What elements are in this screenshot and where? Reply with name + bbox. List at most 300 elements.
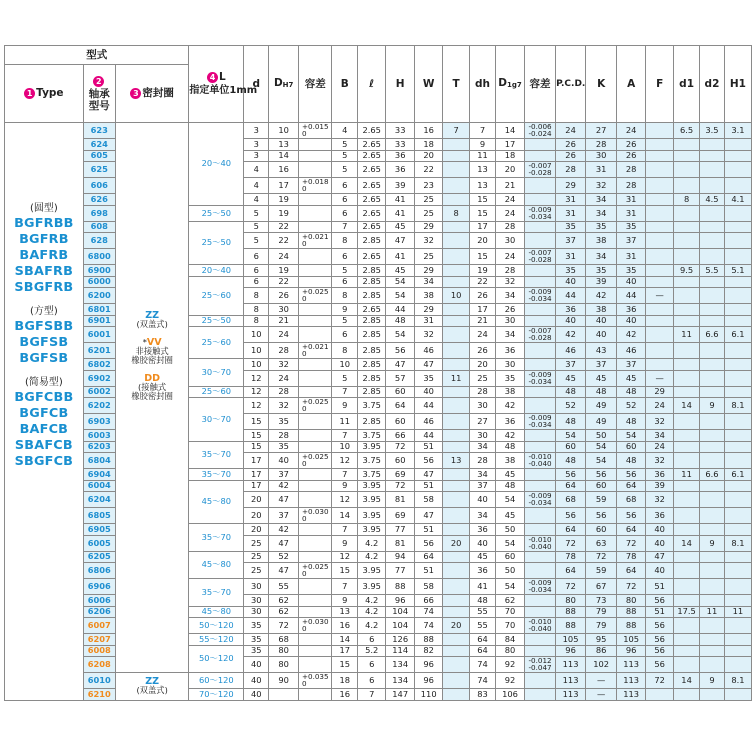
- D-value: 32: [269, 359, 299, 371]
- H-value: 47: [386, 359, 415, 371]
- l-range: 35～70: [189, 579, 244, 607]
- bearing-code: 6007: [83, 618, 115, 634]
- bearing-code: 6006: [83, 595, 115, 607]
- pcd-value: 44: [556, 288, 586, 304]
- D-tolerance: [299, 606, 332, 618]
- bearing-code: 624: [83, 139, 115, 151]
- D-value: 22: [269, 276, 299, 288]
- K-value: 59: [586, 492, 617, 508]
- A-value: 37: [617, 359, 646, 371]
- pcd-value: 37: [556, 359, 586, 371]
- d1-value: 11: [674, 469, 700, 481]
- W-value: 44: [415, 398, 443, 414]
- F-value: 47: [646, 551, 674, 563]
- H1-value: [724, 524, 751, 536]
- l-range: 25～50: [189, 315, 244, 327]
- d-value: 4: [244, 178, 269, 194]
- bearing-code: 6801: [83, 304, 115, 316]
- W-value: 51: [415, 441, 443, 453]
- D1-tolerance: -0.007 -0.028: [524, 327, 555, 343]
- H-value: 104: [386, 606, 415, 618]
- d1-value: [674, 205, 700, 221]
- l-range: 35～70: [189, 469, 244, 481]
- d-value: 25: [244, 535, 269, 551]
- H1-value: 4.1: [724, 194, 751, 206]
- D1-value: 70: [495, 606, 524, 618]
- H-value: 56: [386, 343, 415, 359]
- bearing-code: 6004: [83, 480, 115, 492]
- d-value: 17: [244, 480, 269, 492]
- ell-value: 2.85: [358, 343, 386, 359]
- D-tolerance: [299, 657, 332, 673]
- B-value: 14: [332, 634, 358, 646]
- bearing-code: 698: [83, 205, 115, 221]
- dh-value: 15: [470, 205, 496, 221]
- H-value: 72: [386, 441, 415, 453]
- T-value: 8: [443, 205, 470, 221]
- D1-value: 62: [495, 595, 524, 607]
- header-d1g7: D1g7: [495, 46, 524, 123]
- d2-value: [700, 689, 725, 701]
- W-value: 74: [415, 618, 443, 634]
- type-name: BAFCB: [19, 422, 69, 437]
- A-value: 54: [617, 430, 646, 442]
- K-value: 39: [586, 276, 617, 288]
- d-value: 17: [244, 453, 269, 469]
- dh-value: 28: [470, 386, 496, 398]
- W-value: 35: [415, 370, 443, 386]
- W-value: 22: [415, 162, 443, 178]
- K-value: 59: [586, 563, 617, 579]
- F-value: —: [646, 288, 674, 304]
- dh-value: 26: [470, 343, 496, 359]
- D-tolerance: [299, 139, 332, 151]
- T-value: [443, 276, 470, 288]
- K-value: 67: [586, 579, 617, 595]
- dh-value: 37: [470, 480, 496, 492]
- table-row: [5, 123, 752, 139]
- D-value: 68: [269, 634, 299, 646]
- H1-value: [724, 689, 751, 701]
- dh-value: 25: [470, 370, 496, 386]
- D-value: 19: [269, 265, 299, 277]
- d2-value: [700, 480, 725, 492]
- D1-value: 34: [495, 288, 524, 304]
- F-value: 56: [646, 595, 674, 607]
- D1-tolerance: [524, 194, 555, 206]
- F-value: 24: [646, 398, 674, 414]
- A-value: 45: [617, 370, 646, 386]
- H-value: 45: [386, 221, 415, 233]
- A-value: 96: [617, 645, 646, 657]
- A-value: 80: [617, 595, 646, 607]
- B-value: 8: [332, 233, 358, 249]
- type-name: BGFRBB: [14, 216, 74, 231]
- D-tolerance: [299, 551, 332, 563]
- D-tolerance: [299, 386, 332, 398]
- T-value: [443, 480, 470, 492]
- bearing-code: 6205: [83, 551, 115, 563]
- D-value: 47: [269, 535, 299, 551]
- B-value: 5: [332, 265, 358, 277]
- circle-4-icon: 4: [207, 72, 218, 83]
- ell-value: 3.95: [358, 579, 386, 595]
- D1-tolerance: [524, 634, 555, 646]
- T-value: 10: [443, 288, 470, 304]
- A-value: 60: [617, 441, 646, 453]
- B-value: 7: [332, 430, 358, 442]
- d2-value: [700, 249, 725, 265]
- F-value: 32: [646, 414, 674, 430]
- d-value: 10: [244, 327, 269, 343]
- pcd-value: 113: [556, 673, 586, 689]
- bearing-code: 6208: [83, 657, 115, 673]
- d-value: 20: [244, 492, 269, 508]
- d-value: 12: [244, 398, 269, 414]
- d2-value: [700, 414, 725, 430]
- K-value: 48: [586, 386, 617, 398]
- l-range: 60～120: [189, 673, 244, 689]
- D1-value: 36: [495, 343, 524, 359]
- A-value: 48: [617, 453, 646, 469]
- K-value: 45: [586, 370, 617, 386]
- K-value: 34: [586, 205, 617, 221]
- d1-value: [674, 595, 700, 607]
- A-value: 28: [617, 162, 646, 178]
- dh-value: 48: [470, 595, 496, 607]
- d-value: 35: [244, 645, 269, 657]
- l-range: 20～40: [189, 123, 244, 206]
- H-value: 134: [386, 673, 415, 689]
- W-value: 82: [415, 645, 443, 657]
- d-value: 4: [244, 194, 269, 206]
- H-value: 41: [386, 194, 415, 206]
- ell-value: 6: [358, 673, 386, 689]
- W-value: 29: [415, 221, 443, 233]
- d2-value: [700, 343, 725, 359]
- d1-value: [674, 634, 700, 646]
- pcd-value: 105: [556, 634, 586, 646]
- bearing-code: 6200: [83, 288, 115, 304]
- F-value: [646, 139, 674, 151]
- H1-value: [724, 343, 751, 359]
- H-value: 44: [386, 304, 415, 316]
- D1-value: 32: [495, 276, 524, 288]
- T-value: [443, 386, 470, 398]
- K-value: 31: [586, 162, 617, 178]
- pcd-value: 72: [556, 535, 586, 551]
- dh-value: 34: [470, 508, 496, 524]
- d1-value: [674, 162, 700, 178]
- H1-value: 6.1: [724, 327, 751, 343]
- dh-value: 27: [470, 414, 496, 430]
- d1-value: 14: [674, 673, 700, 689]
- pcd-value: 31: [556, 249, 586, 265]
- d-value: 6: [244, 249, 269, 265]
- K-value: 38: [586, 233, 617, 249]
- D-tolerance: +0.030 0: [299, 618, 332, 634]
- d1-value: [674, 288, 700, 304]
- ell-value: 3.95: [358, 480, 386, 492]
- ell-value: 3.95: [358, 492, 386, 508]
- A-value: 28: [617, 178, 646, 194]
- T-value: [443, 327, 470, 343]
- H-value: 54: [386, 276, 415, 288]
- d1-value: [674, 453, 700, 469]
- B-value: 6: [332, 178, 358, 194]
- type-name: SBGFRB: [14, 280, 74, 295]
- d2-value: [700, 139, 725, 151]
- B-value: 6: [332, 205, 358, 221]
- D-tolerance: [299, 265, 332, 277]
- dh-value: 20: [470, 233, 496, 249]
- A-value: 64: [617, 524, 646, 536]
- dh-value: 19: [470, 265, 496, 277]
- T-value: [443, 139, 470, 151]
- D1-value: 45: [495, 469, 524, 481]
- D-value: [269, 689, 299, 701]
- A-value: 72: [617, 579, 646, 595]
- W-value: 96: [415, 673, 443, 689]
- l-range: 20～40: [189, 265, 244, 277]
- d2-value: [700, 233, 725, 249]
- B-value: 10: [332, 359, 358, 371]
- D1-value: 54: [495, 579, 524, 595]
- K-value: 56: [586, 469, 617, 481]
- H-value: 64: [386, 398, 415, 414]
- pcd-value: 48: [556, 386, 586, 398]
- D-value: 16: [269, 162, 299, 178]
- T-value: [443, 150, 470, 162]
- d1-value: 8: [674, 194, 700, 206]
- d1-value: [674, 386, 700, 398]
- K-value: 34: [586, 249, 617, 265]
- bearing-code: 6204: [83, 492, 115, 508]
- ell-value: 2.65: [358, 221, 386, 233]
- H1-value: [724, 370, 751, 386]
- d-value: 17: [244, 469, 269, 481]
- d-value: 8: [244, 288, 269, 304]
- l-range: 25～50: [189, 205, 244, 221]
- d1-value: 6.5: [674, 123, 700, 139]
- dh-value: 15: [470, 249, 496, 265]
- pcd-value: 35: [556, 221, 586, 233]
- K-value: 34: [586, 194, 617, 206]
- D-value: 24: [269, 327, 299, 343]
- D-value: 52: [269, 551, 299, 563]
- ell-value: 6: [358, 634, 386, 646]
- A-value: 52: [617, 398, 646, 414]
- D1-tolerance: -0.007 -0.028: [524, 249, 555, 265]
- H-value: 41: [386, 205, 415, 221]
- d2-value: 9: [700, 673, 725, 689]
- header-h: H: [386, 46, 415, 123]
- A-value: 105: [617, 634, 646, 646]
- D-tolerance: [299, 524, 332, 536]
- header-seal: 3 密封圈: [115, 65, 189, 123]
- header-b: B: [332, 46, 358, 123]
- D-value: 28: [269, 343, 299, 359]
- header-h1: H1: [724, 46, 751, 123]
- T-value: [443, 221, 470, 233]
- bearing-code: 6800: [83, 249, 115, 265]
- bearing-code: 6207: [83, 634, 115, 646]
- bearing-code: 6806: [83, 563, 115, 579]
- d2-value: [700, 441, 725, 453]
- d2-value: [700, 579, 725, 595]
- ell-value: 2.85: [358, 288, 386, 304]
- F-value: [646, 205, 674, 221]
- D-tolerance: +0.021 0: [299, 233, 332, 249]
- H1-value: [724, 634, 751, 646]
- H1-value: 8.1: [724, 673, 751, 689]
- D1-tolerance: [524, 524, 555, 536]
- pcd-value: 88: [556, 606, 586, 618]
- ell-value: 2.65: [358, 150, 386, 162]
- D1-value: 17: [495, 139, 524, 151]
- B-value: 5: [332, 150, 358, 162]
- bearing-code: 6005: [83, 535, 115, 551]
- dh-value: 83: [470, 689, 496, 701]
- H-value: 33: [386, 123, 415, 139]
- D1-tolerance: -0.009 -0.034: [524, 414, 555, 430]
- A-value: 46: [617, 343, 646, 359]
- bearing-code: 6210: [83, 689, 115, 701]
- dh-value: 41: [470, 579, 496, 595]
- pcd-value: 96: [556, 645, 586, 657]
- D1-tolerance: -0.009 -0.034: [524, 288, 555, 304]
- l-range: 25～60: [189, 386, 244, 398]
- pcd-value: 40: [556, 276, 586, 288]
- pcd-value: 64: [556, 480, 586, 492]
- ell-value: 4.2: [358, 606, 386, 618]
- dh-value: 30: [470, 398, 496, 414]
- dh-value: 11: [470, 150, 496, 162]
- A-value: 56: [617, 469, 646, 481]
- ell-value: 3.95: [358, 508, 386, 524]
- header-tol2: 容差: [524, 46, 555, 123]
- bearing-code: 605: [83, 150, 115, 162]
- bearing-code: 625: [83, 162, 115, 178]
- H-value: 134: [386, 657, 415, 673]
- D-value: 22: [269, 233, 299, 249]
- D1-value: 54: [495, 492, 524, 508]
- B-value: 7: [332, 579, 358, 595]
- T-value: [443, 492, 470, 508]
- l-range: 55～120: [189, 634, 244, 646]
- A-value: 31: [617, 194, 646, 206]
- W-value: 51: [415, 524, 443, 536]
- W-value: 29: [415, 265, 443, 277]
- bearing-code: 6000: [83, 276, 115, 288]
- d-value: 5: [244, 205, 269, 221]
- A-value: 64: [617, 480, 646, 492]
- H1-value: [724, 441, 751, 453]
- circle-1-icon: 1: [24, 88, 35, 99]
- header-dh7: DH7: [269, 46, 299, 123]
- D-value: 55: [269, 579, 299, 595]
- pcd-value: 36: [556, 304, 586, 316]
- ell-value: 4.2: [358, 595, 386, 607]
- K-value: 35: [586, 221, 617, 233]
- W-value: 46: [415, 343, 443, 359]
- d2-value: 3.5: [700, 123, 725, 139]
- D1-value: 42: [495, 398, 524, 414]
- d2-value: [700, 150, 725, 162]
- D1-value: 28: [495, 265, 524, 277]
- d1-value: [674, 359, 700, 371]
- D-value: 35: [269, 414, 299, 430]
- H1-value: [724, 139, 751, 151]
- bearing-code: 6202: [83, 398, 115, 414]
- d-value: 12: [244, 386, 269, 398]
- F-value: [646, 689, 674, 701]
- T-value: 20: [443, 535, 470, 551]
- D-value: 26: [269, 288, 299, 304]
- D1-value: 50: [495, 563, 524, 579]
- H-value: 96: [386, 595, 415, 607]
- A-value: 31: [617, 205, 646, 221]
- type-name: SBGFCB: [14, 454, 74, 469]
- D-value: 24: [269, 249, 299, 265]
- F-value: 56: [646, 645, 674, 657]
- B-value: 9: [332, 595, 358, 607]
- d-value: 3: [244, 123, 269, 139]
- D-value: 90: [269, 673, 299, 689]
- B-value: 5: [332, 139, 358, 151]
- d2-value: [700, 370, 725, 386]
- d-value: 30: [244, 595, 269, 607]
- pcd-value: 42: [556, 327, 586, 343]
- D1-tolerance: -0.012 -0.047: [524, 657, 555, 673]
- D1-value: 26: [495, 304, 524, 316]
- l-range: 30～70: [189, 398, 244, 442]
- D1-tolerance: [524, 673, 555, 689]
- D1-value: 20: [495, 162, 524, 178]
- B-value: 12: [332, 453, 358, 469]
- D-value: 35: [269, 441, 299, 453]
- d2-value: [700, 657, 725, 673]
- D-tolerance: [299, 441, 332, 453]
- H1-value: 6.1: [724, 469, 751, 481]
- H1-value: [724, 150, 751, 162]
- H1-value: [724, 579, 751, 595]
- seal-column: ZZ (双盖式) *VV 非接触式 橡胶密封圈 DD (接触式 橡胶密封圈: [115, 123, 189, 673]
- K-value: —: [586, 689, 617, 701]
- bearing-code: 628: [83, 233, 115, 249]
- K-value: 40: [586, 315, 617, 327]
- K-value: 50: [586, 430, 617, 442]
- B-value: 9: [332, 535, 358, 551]
- F-value: 56: [646, 634, 674, 646]
- H1-value: [724, 430, 751, 442]
- circle-3-icon: 3: [130, 88, 141, 99]
- H-value: 72: [386, 480, 415, 492]
- A-value: 48: [617, 386, 646, 398]
- dh-value: 64: [470, 645, 496, 657]
- H-value: 104: [386, 618, 415, 634]
- K-value: 28: [586, 139, 617, 151]
- D-tolerance: [299, 595, 332, 607]
- B-value: 12: [332, 492, 358, 508]
- ell-value: 2.85: [358, 327, 386, 343]
- B-value: 18: [332, 673, 358, 689]
- d2-value: [700, 386, 725, 398]
- D1-value: 84: [495, 634, 524, 646]
- D1-value: 45: [495, 508, 524, 524]
- ell-value: 3.75: [358, 398, 386, 414]
- d-value: 40: [244, 689, 269, 701]
